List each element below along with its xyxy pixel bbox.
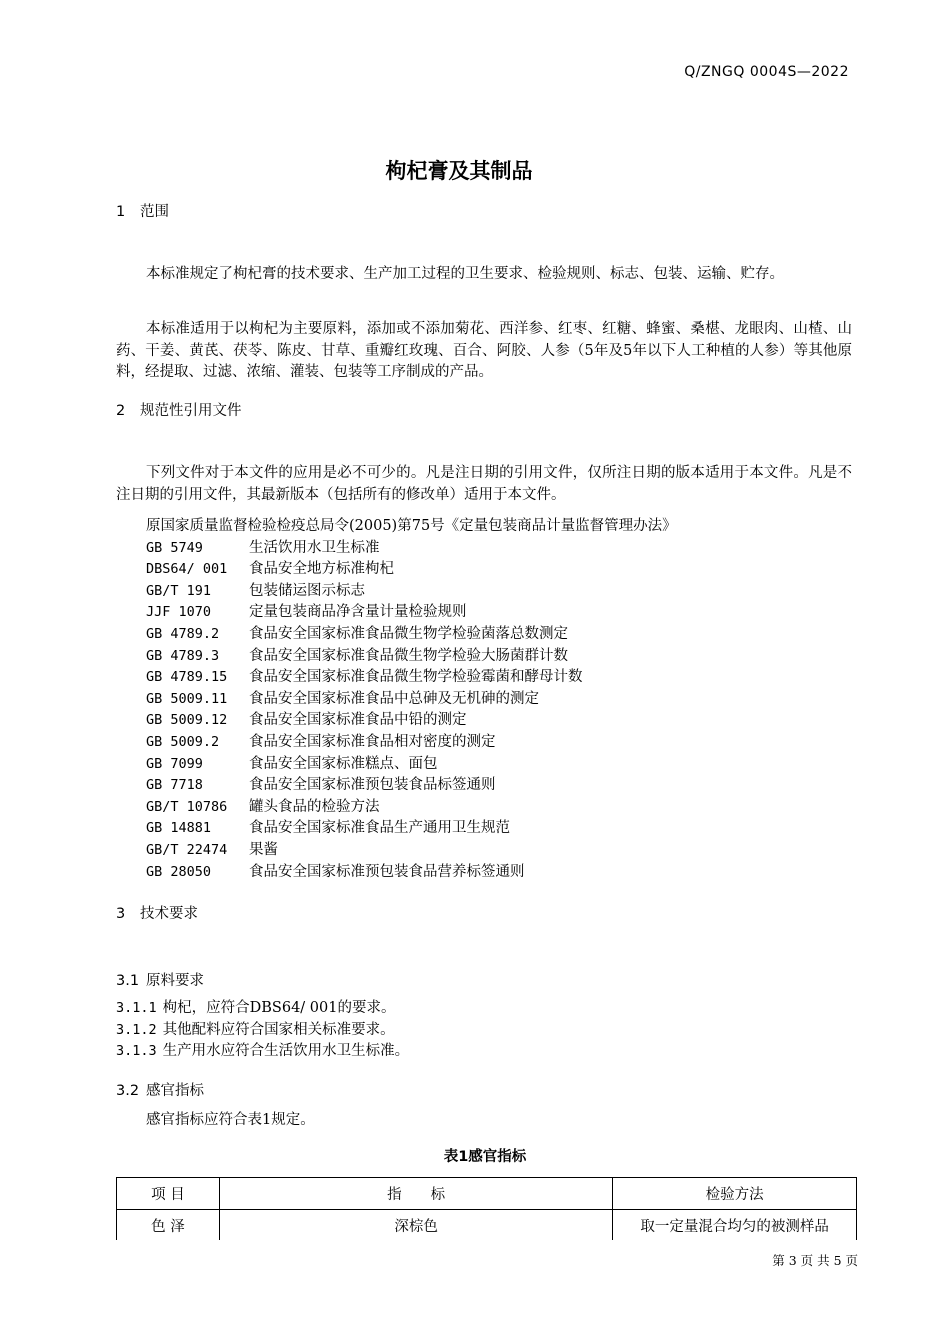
clause-text: 枸杞，应符合DBS64/ 001的要求。: [162, 1000, 396, 1016]
reference-name: 食品安全地方标准枸杞: [249, 561, 394, 578]
reference-name: 果酱: [249, 841, 278, 858]
reference-item: [146, 624, 677, 646]
raw-material-clauses: [116, 998, 409, 1063]
clause-item: [116, 1041, 409, 1063]
scope-paragraph-2: 本标准适用于以枸杞为主要原料，添加或不添加菊花、西洋参、红枣、红糖、蜂蜜、桑椹、龙眼肉、山楂、山药、干姜、黄芪、茯苓、陈皮、甘草、重瓣红玫瑰、百合、阿胶、人参（5年及5年以下人工种植的人参）等其他原料，经提取、过滤、浓缩、灌装、包装等工序制成的产品。: [116, 321, 852, 380]
normative-references-paragraph: 下列文件对于本文件的应用是必不可少的。凡是注日期的引用文件，仅所注日期的版本适用于本文件。凡是不注日期的引用文件，其最新版本（包括所有的修改单）适用于本文件。: [116, 465, 852, 503]
reference-item: [146, 775, 677, 797]
reference-item: [146, 840, 677, 862]
reference-name: 食品安全国家标准食品中总砷及无机砷的测定: [249, 690, 539, 707]
table-header-cell: 指 标: [219, 1178, 612, 1210]
reference-code: GB 5009.11: [146, 690, 228, 707]
reference-name: 食品安全国家标准预包装食品标签通则: [249, 777, 496, 794]
table-cell: 深棕色: [219, 1210, 612, 1241]
page-number: 第 3 页 共 5 页: [772, 1253, 858, 1268]
reference-code: GB 14881: [146, 820, 212, 837]
section-number: 2: [116, 403, 126, 419]
clause-text: 生产用水应符合生活饮用水卫生标准。: [162, 1043, 410, 1060]
table-cell: 取一定量混合均匀的被测样品: [613, 1210, 857, 1241]
clause-number: 3.1.2: [116, 1021, 157, 1038]
reference-code: DBS64/ 001: [146, 561, 228, 578]
reference-code: GB 5009.12: [146, 712, 228, 729]
reference-code: GB 4789.15: [146, 669, 228, 686]
sensory-table: [116, 1177, 857, 1240]
subsection-title: 原料要求: [146, 973, 204, 989]
reference-code: GB/T 10786: [146, 798, 228, 815]
table-cell: 色 泽: [117, 1210, 220, 1241]
table-header-cell: 项 目: [117, 1178, 220, 1210]
reference-code: GB 5749: [146, 539, 203, 556]
reference-code: GB 5009.2: [146, 733, 220, 750]
reference-name: 食品安全国家标准糕点、面包: [249, 755, 438, 772]
table-header-cell: 检验方法: [613, 1178, 857, 1210]
reference-name: 食品安全国家标准食品微生物学检验大肠菌群计数: [249, 647, 568, 664]
section-1-heading: [116, 200, 169, 221]
subsection-number: 3.2: [116, 1083, 140, 1099]
subsection-3-2-heading: [116, 1079, 204, 1100]
clause-number: 3.1.3: [116, 1043, 157, 1060]
section-title: 技术要求: [140, 906, 198, 922]
reference-name: 食品安全国家标准食品微生物学检验霉菌和酵母计数: [249, 669, 583, 686]
reference-item: [146, 646, 677, 668]
reference-item: [146, 710, 677, 732]
reference-code: JJF 1070: [146, 604, 212, 621]
section-title: 规范性引用文件: [140, 403, 242, 419]
clause-text: 其他配料应符合国家相关标准要求。: [162, 1021, 395, 1038]
reference-name: 食品安全国家标准食品相对密度的测定: [249, 733, 496, 750]
table-caption: 表1感官指标: [443, 1149, 527, 1165]
reference-item: [146, 862, 677, 884]
reference-item: [146, 538, 677, 560]
reference-name: 食品安全国家标准食品生产通用卫生规范: [249, 820, 510, 837]
reference-item: [146, 797, 677, 819]
document-code: Q/ZNGQ 0004S—2022: [684, 64, 849, 80]
reference-code: GB 4789.2: [146, 625, 220, 642]
clause-item: [116, 1020, 409, 1042]
reference-item: [146, 581, 677, 603]
sensory-paragraph: 感官指标应符合表1规定。: [146, 1112, 315, 1128]
reference-code: GB 7099: [146, 755, 203, 772]
subsection-title: 感官指标: [146, 1083, 204, 1099]
reference-name: 生活饮用水卫生标准: [249, 539, 380, 556]
reference-item: [146, 818, 677, 840]
reference-code: GB/T 191: [146, 582, 212, 599]
section-number: 1: [116, 204, 126, 220]
section-3-heading: [116, 902, 198, 923]
clause-item: [116, 998, 409, 1020]
reference-code: GB 4789.3: [146, 647, 220, 664]
clause-number: 3.1.1: [116, 1000, 157, 1016]
reference-item: [146, 754, 677, 776]
reference-code: GB 28050: [146, 863, 212, 880]
scope-paragraph-1: 本标准规定了枸杞膏的技术要求、生产加工过程的卫生要求、检验规则、标志、包装、运输、贮存。: [146, 266, 784, 282]
section-title: 范围: [140, 204, 169, 220]
document-title: 枸杞膏及其制品: [385, 159, 533, 183]
reference-item: [146, 559, 677, 581]
reference-item: [146, 602, 677, 624]
reference-first-item: 原国家质量监督检验检疫总局令(2005)第75号《定量包装商品计量监督管理办法》: [146, 518, 677, 534]
reference-name: 食品安全国家标准食品中铅的测定: [249, 712, 467, 729]
table-row: [117, 1210, 857, 1241]
subsection-3-1-heading: [116, 969, 204, 990]
reference-name: 定量包装商品净含量计量检验规则: [249, 604, 467, 621]
reference-name: 食品安全国家标准预包装食品营养标签通则: [249, 863, 525, 880]
subsection-number: 3.1: [116, 973, 140, 989]
reference-name: 包装储运图示标志: [249, 582, 365, 599]
reference-item: [146, 732, 677, 754]
table-header-row: [117, 1178, 857, 1210]
reference-list: [146, 516, 677, 883]
reference-name: 罐头食品的检验方法: [249, 798, 380, 815]
reference-code: GB/T 22474: [146, 841, 228, 858]
reference-item: [146, 667, 677, 689]
section-number: 3: [116, 906, 126, 922]
reference-name: 食品安全国家标准食品微生物学检验菌落总数测定: [249, 625, 568, 642]
reference-code: GB 7718: [146, 777, 203, 794]
reference-item: [146, 689, 677, 711]
section-2-heading: [116, 399, 242, 420]
